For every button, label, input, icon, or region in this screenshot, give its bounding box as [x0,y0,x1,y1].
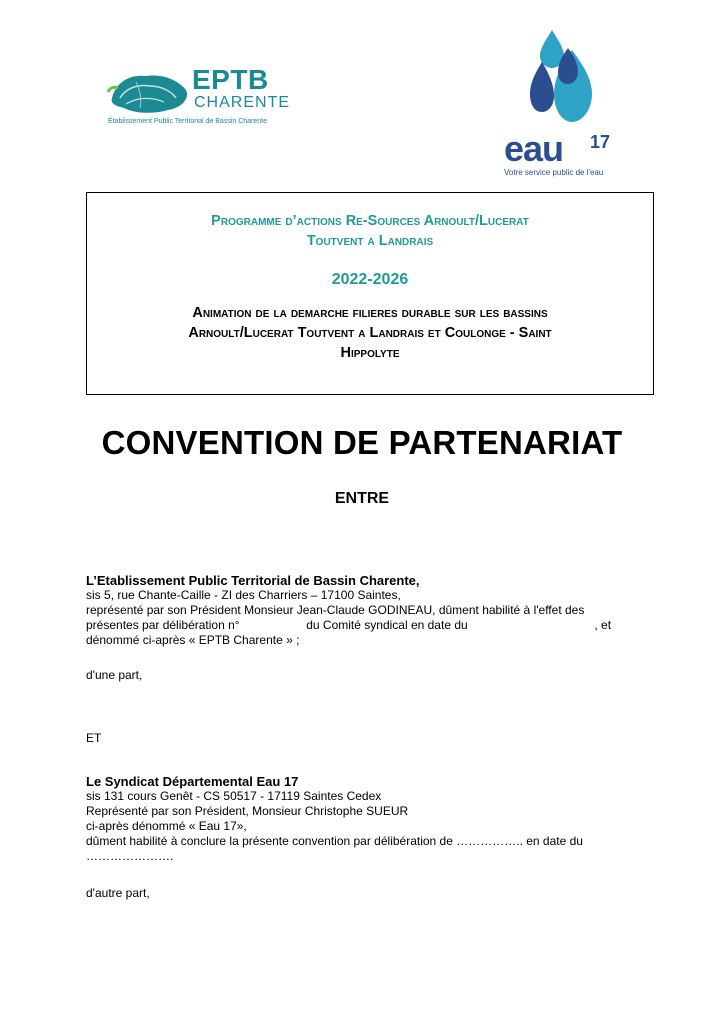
party-2-line: ci-après dénommé « Eau 17», [86,819,247,833]
animation-line-2: Arnoult/Lucerat Toutvent a Landrais et Coulonge - Saint [188,325,552,341]
party-2-block [86,774,646,864]
eptb-map-icon [106,68,192,116]
program-line-2: Toutvent a Landrais [306,233,434,249]
eau17-word: eau [504,128,564,169]
party-1-line: représenté par son Président Monsieur Jean-Claude GODINEAU, dûment habilité à l'effet des [86,603,585,617]
program-title [87,211,653,251]
party-2-line: sis 131 cours Genêt - CS 50517 - 17119 Saintes Cedex [86,789,382,803]
eptb-subtitle: CHARENTE [194,94,291,111]
party-1-name: L’Etablissement Public Territorial de Bassin Charente, [86,573,420,588]
eau17-tagline: Votre service public de l'eau [504,168,604,177]
eau17-logo [500,28,640,178]
program-header-box [86,192,654,395]
program-years: 2022-2026 [331,271,409,288]
eptb-logo [106,64,306,132]
party-1-line: présentes par délibération n° du Comité syndical en date du , et [86,618,612,632]
animation-line-3: Hippolyte [340,345,400,361]
party-2-name: Le Syndicat Départemental Eau 17 [86,774,299,789]
animation-line-1: Animation de la demarche filieres durable sur les bassins [192,305,548,321]
party-2-line: dûment habilité à conclure la présente convention par délibération de …………….. en date du [86,834,583,848]
party-1-line: sis 5, rue Chante-Caille - ZI des Charriers – 17100 Saintes, [86,588,401,602]
party-2-line: …………………. [86,849,174,863]
between-heading: ENTRE [334,490,390,507]
and-separator: ET [86,731,102,745]
party-1-line: dénommé ci-après « EPTB Charente » ; [86,633,300,647]
party-2-closing: d'autre part, [86,886,150,900]
party-2-line: Représenté par son Président, Monsieur Christophe SUEUR [86,804,409,818]
document-title: CONVENTION DE PARTENARIAT [101,424,623,461]
eptb-title: EPTB [192,64,269,95]
program-line-1: Programme d’actions Re-Sources Arnoult/Lucerat [211,213,529,229]
eau17-number: 17 [590,132,611,152]
water-drops-icon [528,28,598,128]
party-1-closing: d'une part, [86,668,143,682]
eptb-tagline: Établissement Public Territorial de Bassin Charente [108,118,268,125]
party-1-block [86,573,646,648]
animation-title [87,303,653,363]
